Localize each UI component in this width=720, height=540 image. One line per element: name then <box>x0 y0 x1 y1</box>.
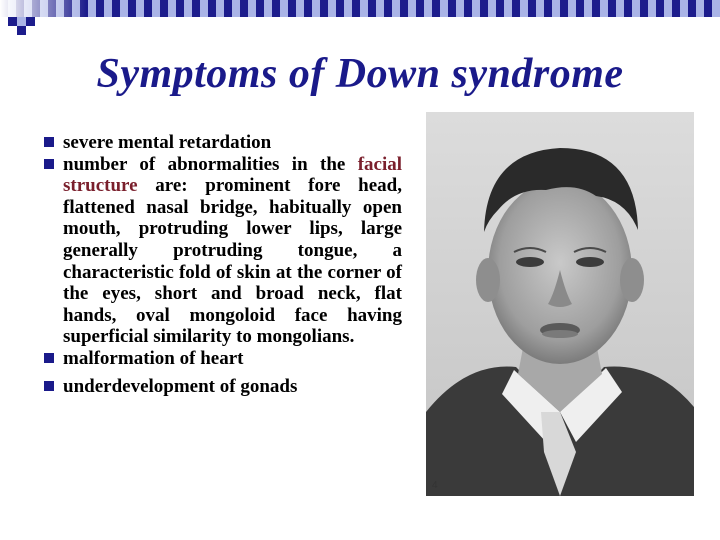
eye-left <box>516 257 544 267</box>
eye-right <box>576 257 604 267</box>
list-item-text: underdevelopment of gonads <box>63 375 298 397</box>
list-item-text: are: prominent fore head, flattened nasal bridge, habitually open mouth, protruding lower lips, large generally protruding tongue, a characteristic fold of skin at the corner of the eyes, short and broad neck, flat hands, oval mongoloid face having superficial similarity to mongolians. <box>63 175 402 348</box>
list-item <box>44 348 402 370</box>
list-item-text: malformation of heart <box>63 347 244 369</box>
symptom-list <box>44 132 402 397</box>
list-item <box>44 154 402 348</box>
square-bullet-icon <box>44 381 54 391</box>
list-item <box>44 132 402 154</box>
slide-title: Symptoms of Down syndrome <box>96 51 624 97</box>
highlight-text: facial structure <box>63 153 403 197</box>
square-bullet-icon <box>44 353 54 363</box>
square-bullet-icon <box>44 137 54 147</box>
list-item-text: number of abnormalities in the <box>63 153 346 175</box>
checker-square <box>8 17 17 26</box>
checker-band <box>0 0 720 17</box>
checker-square <box>26 17 35 26</box>
portrait-photo <box>426 112 694 496</box>
ear-right <box>620 258 644 302</box>
decorative-checker-strip <box>0 0 720 36</box>
lower-lip <box>542 330 578 338</box>
ear-left <box>476 258 500 302</box>
checker-square <box>17 26 26 35</box>
checker-square <box>17 17 26 26</box>
photo-corner-mark: 4 <box>432 480 438 491</box>
square-bullet-icon <box>44 159 54 169</box>
list-item-text: severe mental retardation <box>63 132 272 153</box>
list-item <box>44 376 402 398</box>
